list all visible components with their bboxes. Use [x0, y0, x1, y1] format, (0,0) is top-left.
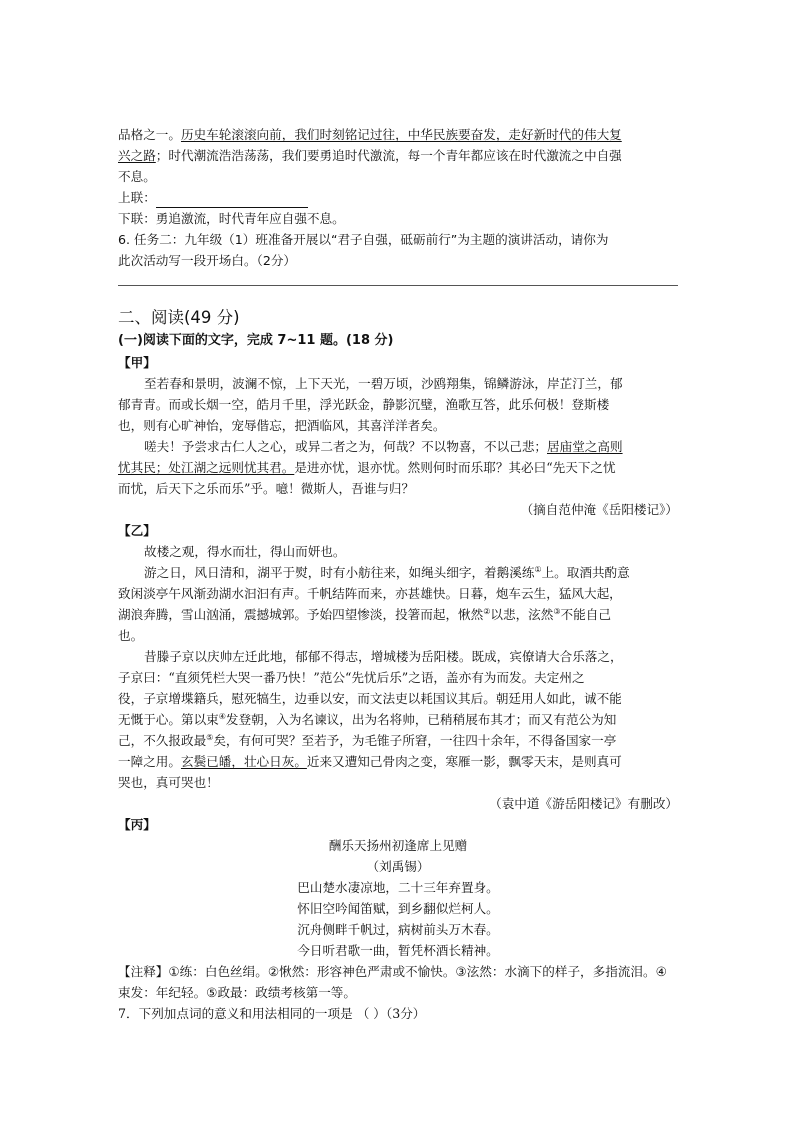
yi-p2-line-4: 也。: [118, 628, 144, 643]
notes-line-2: 束发：年纪轻。⑤政最：政绩考核第一等。: [118, 985, 356, 1000]
footnote-marker: ②: [483, 606, 491, 616]
yi-p3-line-3: 役，子京增堞籍兵，慰死犒生，边垂以安，而文法吏以耗国议其后。朝廷用人如此，诚不能: [118, 691, 622, 706]
yi-p3-line-5: [118, 730, 678, 751]
jia-p2-line-1: [118, 436, 678, 457]
section-subtitle: (一)阅读下面的文字，完成 7~11 题。(18 分): [118, 333, 394, 348]
q7-line: 7．下列加点词的意义和用法相同的一项是 （ ）（3分）: [118, 1006, 426, 1021]
p5-underlined-text: 兴之路: [118, 148, 156, 163]
passage-yi-tag: 【乙】: [118, 523, 156, 538]
p5-text: 品格之一。: [118, 127, 181, 142]
footnote-marker: ⑤: [206, 732, 214, 742]
poem-author: （刘禹锡）: [366, 859, 430, 874]
poem-title: 酬乐天扬州初逢席上见赠: [328, 838, 468, 853]
upper-couplet-line: [118, 187, 678, 208]
upper-couplet-blank[interactable]: [156, 193, 308, 208]
footnote-marker: ④: [218, 711, 226, 721]
jia-text: 嗟夫！予尝求古仁人之心，或异二者之为，何哉？不以物喜，不以己悲；: [144, 439, 547, 454]
yi-p1: 故楼之观，得水而壮，得山而妍也。: [144, 544, 346, 559]
yi-text: 上。取酒共酌意: [541, 565, 630, 580]
poem-line: 巴山楚水凄凉地，二十三年弃置身。: [297, 880, 499, 895]
yi-p3-line-4: [118, 709, 678, 730]
yi-source: （袁中道《游岳阳楼记》有删改）: [489, 796, 678, 811]
p5-line-3: 不息。: [118, 169, 156, 184]
yi-text: 以悲，泫然: [490, 607, 554, 622]
yi-p3-line-6: [118, 751, 678, 772]
q6-line-1: 6. 任务二：九年级（1）班准备开展以“君子自强，砥砺前行”为主题的演讲活动，请你为: [118, 232, 609, 247]
poem-line: 今日听君歌一曲，暂凭杯酒长精神。: [297, 943, 499, 958]
p5-line-2: [118, 145, 678, 166]
jia-p2-line-2: [118, 457, 678, 478]
poem-line: 沉舟侧畔千帆过，病树前头万木春。: [297, 922, 499, 937]
passage-jia-tag: 【甲】: [118, 355, 156, 370]
yi-text: 一障之用。: [118, 754, 181, 769]
jia-p1-line-2: 郁青青。而或长烟一空，皓月千里，浮光跃金，静影沉璧，渔歌互答，此乐何极！登斯楼: [118, 397, 610, 412]
yi-p3-line-1: 昔滕子京以庆帅左迁此地，郁郁不得志，增城楼为岳阳楼。既成，宾僚请大合乐落之，: [144, 649, 623, 664]
jia-p1-line-1: 至若春和景明，波澜不惊，上下天光，一碧万顷，沙鸥翔集，锦鳞游泳，岸芷汀兰，郁: [144, 376, 623, 391]
yi-p2-line-1: [118, 562, 678, 583]
yi-text: 不能自己: [560, 607, 611, 622]
poem: [118, 835, 678, 961]
p5-line-1: [118, 124, 678, 145]
jia-p2-line-3: 而忧，后天下之乐而乐”乎。噫！微斯人，吾谁与归？: [118, 481, 415, 496]
p5-underlined-text: 历史车轮滚滚向前，我们时刻铭记过往，中华民族要奋发，走好新时代的伟大复: [180, 127, 622, 142]
jia-underlined-text: 居庙堂之高则: [547, 439, 623, 454]
yi-text: 无慨于心。第以束: [118, 712, 219, 727]
yi-text: 湖浪奔腾，雪山汹涌，震撼城郭。予始四望惨淡，投箸而起，愀然: [118, 607, 484, 622]
footnote-marker: ③: [553, 606, 561, 616]
section-divider: [118, 285, 678, 286]
yi-p3-line-2: 子京曰：“直须凭栏大哭一番乃快！”范公“先忧后乐”之语，盖亦有为而发。夫定州之: [118, 670, 585, 685]
footnote-marker: ①: [534, 564, 542, 574]
notes-line-1: 【注释】①练：白色丝绢。②愀然：形容神色严肃或不愉快。③泫然：水滴下的样子，多指流泪。④: [118, 964, 667, 979]
jia-underlined-text: 忧其民；处江湖之远则忧其君。: [118, 460, 295, 475]
upper-couplet-label: 上联：: [118, 190, 156, 205]
jia-source: （摘自范仲淹《岳阳楼记》）: [520, 502, 678, 517]
section-title: 二、阅读(49 分): [118, 308, 240, 327]
jia-text: 是进亦忧，退亦忧。然则何时而乐耶？其必曰“先天下之忧: [294, 460, 616, 475]
exam-page: [118, 124, 678, 1024]
p5-text: ；时代潮流浩浩荡荡，我们要勇追时代激流，每一个青年都应该在时代激流之中自强: [155, 148, 622, 163]
q6-line-2: 此次活动写一段开场白。（2分）: [118, 253, 297, 268]
yi-underlined-text: 玄鬓已皤，壮心日灰。: [180, 754, 307, 769]
yi-text: 近来又遭知己骨肉之变，寒雁一影，飘零天末，是则真可: [306, 754, 622, 769]
passage-bing-tag: 【丙】: [118, 817, 156, 832]
yi-text: 发登朝，入为名谏议，出为名将帅，已稍稍展布其才；而又有范公为知: [225, 712, 617, 727]
yi-p2-line-2: 致闲淡亭午风渐劲湖水汩汩有声。千帆结阵而来，亦甚雄快。日暮，炮车云生，猛风大起，: [118, 586, 622, 601]
yi-p2-line-3: [118, 604, 678, 625]
yi-p3-line-7: 哭也，真可哭也！: [118, 775, 219, 790]
yi-text: 己，不久报政最: [118, 733, 207, 748]
poem-line: 怀旧空吟闻笛赋，到乡翻似烂柯人。: [297, 901, 499, 916]
yi-text: 矣，有何可哭？至若予，为毛锥子所窘，一往四十余年，不得备国家一亭: [213, 733, 617, 748]
jia-p1-line-3: 也，则有心旷神怡，宠辱偕忘，把酒临风，其喜洋洋者矣。: [118, 418, 446, 433]
lower-couplet-line: 下联：勇追激流，时代青年应自强不息。: [118, 211, 345, 226]
yi-text: 游之日，风日清和，湖平于熨，时有小舫往来，如绳头细字，着鹅溪练: [144, 565, 535, 580]
